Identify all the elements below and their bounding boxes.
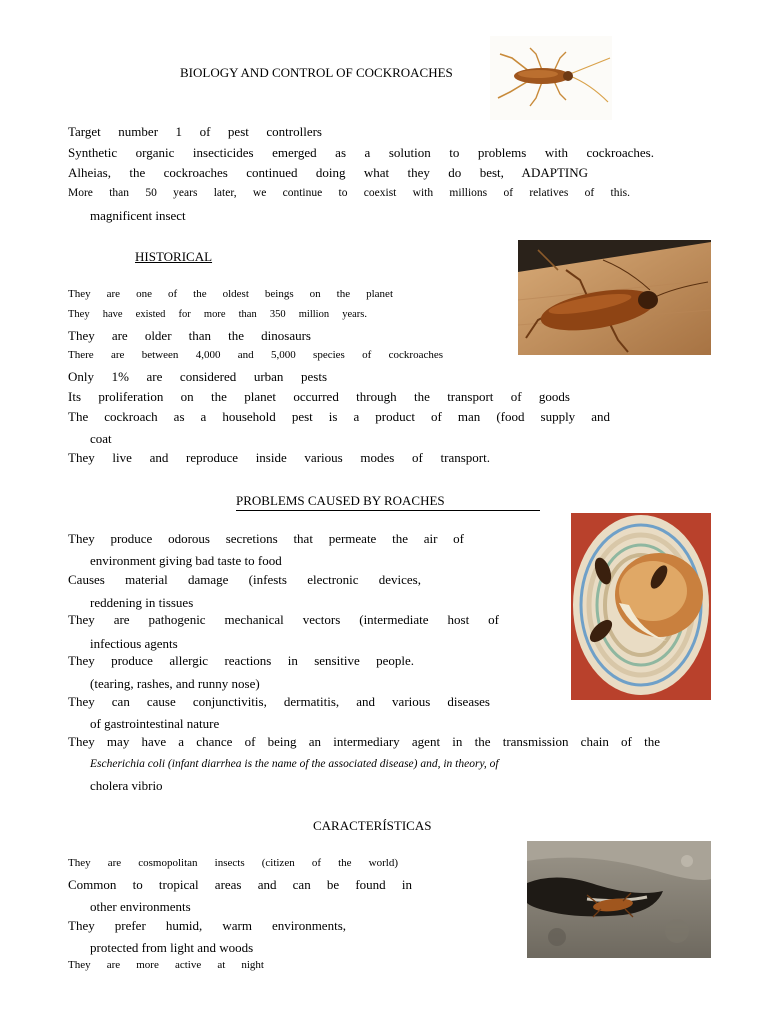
characteristics-line-3: other environments <box>90 899 191 914</box>
problems-line-12: Escherichia coli (infant diarrhea is the name of the associated disease) and, in theory, of <box>90 758 499 770</box>
historical-line-8: coat <box>90 431 112 446</box>
cockroaches-on-plate-photo-icon <box>571 513 711 700</box>
historical-line-5: Only 1% are considered urban pests <box>68 369 327 384</box>
historical-heading: HISTORICAL <box>135 249 213 264</box>
problems-line-7: They produce allergic reactions in sensitive people. <box>68 653 414 668</box>
historical-line-6: Its proliferation on the planet occurred through the transport of goods <box>68 389 570 404</box>
cockroach-illustration-icon <box>490 36 612 120</box>
problems-line-1: They produce odorous secretions that permeate the air of <box>68 531 464 546</box>
historical-line-9: They live and reproduce inside various modes of transport. <box>68 450 490 465</box>
characteristics-line-4: They prefer humid, warm environments, <box>68 918 346 933</box>
characteristics-heading: CARACTERÍSTICAS <box>313 818 432 833</box>
document-title: BIOLOGY AND CONTROL OF COCKROACHES <box>180 65 453 80</box>
problems-line-4: reddening in tissues <box>90 595 194 610</box>
intro-line-3: Alheias, the cockroaches continued doing what they do best, ADAPTING <box>68 165 588 180</box>
characteristics-line-5: protected from light and woods <box>90 940 254 955</box>
problems-line-10: of gastrointestinal nature <box>90 716 220 731</box>
historical-line-2: They have existed for more than 350 million years. <box>68 309 367 320</box>
intro-line-5: magnificent insect <box>90 208 186 223</box>
intro-line-2: Synthetic organic insecticides emerged as a solution to problems with cockroaches. <box>68 145 654 160</box>
historical-line-1: They are one of the oldest beings on the planet <box>68 288 393 300</box>
intro-line-4: More than 50 years later, we continue to coexist with millions of relatives of this. <box>68 187 630 199</box>
historical-line-7: The cockroach as a household pest is a product of man (food supply and <box>68 409 610 424</box>
characteristics-line-6: They are more active at night <box>68 959 264 971</box>
problems-heading: PROBLEMS CAUSED BY ROACHES <box>236 493 540 511</box>
problems-line-9: They can cause conjunctivitis, dermatitis, and various diseases <box>68 694 490 709</box>
problems-line-5: They are pathogenic mechanical vectors (intermediate host of <box>68 612 499 627</box>
historical-line-3: They are older than the dinosaurs <box>68 328 311 343</box>
cockroach-in-crevice-photo-icon <box>527 841 711 958</box>
problems-line-8: (tearing, rashes, and runny nose) <box>90 676 260 691</box>
characteristics-line-2: Common to tropical areas and can be found in <box>68 877 412 892</box>
problems-line-13: cholera vibrio <box>90 778 163 793</box>
problems-line-2: environment giving bad taste to food <box>90 553 282 568</box>
historical-line-4: There are between 4,000 and 5,000 species of cockroaches <box>68 349 443 361</box>
problems-line-11: They may have a chance of being an intermediary agent in the transmission chain of the <box>68 734 660 749</box>
cockroach-on-wood-photo-icon <box>518 240 711 355</box>
problems-line-3: Causes material damage (infests electronic devices, <box>68 572 421 587</box>
characteristics-line-1: They are cosmopolitan insects (citizen of the world) <box>68 857 398 869</box>
problems-line-6: infectious agents <box>90 636 178 651</box>
intro-line-1: Target number 1 of pest controllers <box>68 124 322 139</box>
